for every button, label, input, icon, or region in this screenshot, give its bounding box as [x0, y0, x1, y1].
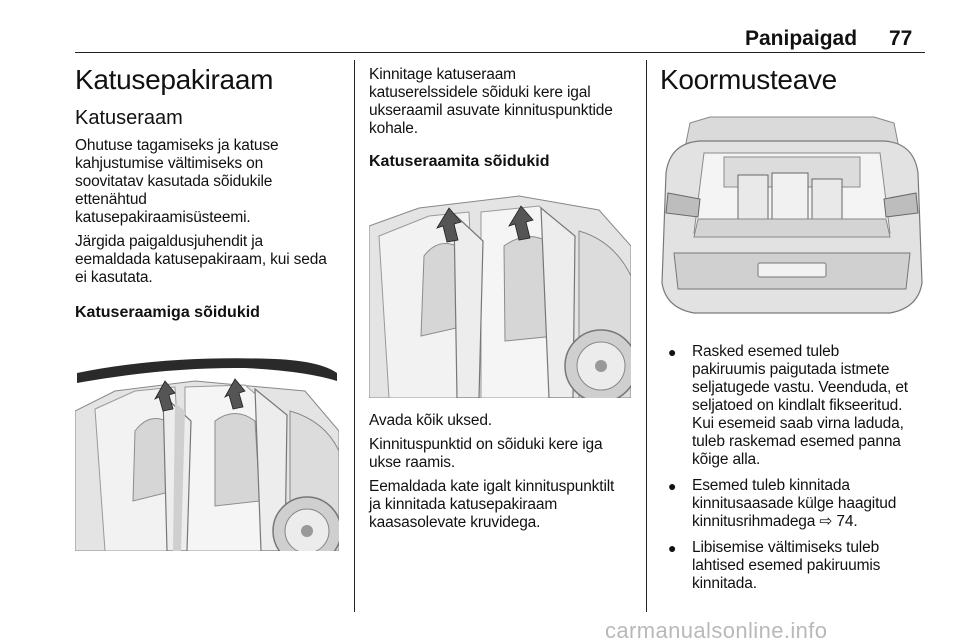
- subsection-title-roof-frame: Katuseraam: [75, 107, 183, 129]
- header-title: Panipaigad: [745, 27, 858, 50]
- page-number: 77: [889, 27, 913, 50]
- car-side-open-doors-illustration: [369, 186, 631, 398]
- column-3: [660, 63, 926, 601]
- list-item: ● Esemed tuleb kinnitada kinnitusaasade külge haagitud kinnitusrihmadega ⇨ 74.: [660, 477, 926, 531]
- section-title-load-info: Koormusteave: [660, 64, 837, 95]
- bullet-icon: ●: [668, 344, 677, 360]
- heading-without-roof-rails: Katuseraamita sõidukid: [369, 153, 550, 170]
- column-2: [369, 63, 631, 532]
- page-reference-link[interactable]: kinnitusrihmadega ⇨ 74.: [692, 513, 858, 530]
- bullet-icon: ●: [668, 540, 677, 556]
- paragraph-instructions: Järgida paigaldusjuhendit ja eemaldada katusepakiraam, kui seda ei kasutata.: [75, 233, 327, 286]
- bullet-icon: ●: [668, 478, 677, 494]
- watermark: carmanualsonline.info: [605, 618, 828, 643]
- column-divider-1: [354, 60, 355, 612]
- column-1: [75, 63, 345, 551]
- car-rear-cargo-illustration: [660, 113, 924, 327]
- column-divider-2: [646, 60, 647, 612]
- paragraph-safety: Ohutuse tagamiseks ja katuse kahjustumise vältimiseks on soovitatav kasutada sõidukile ettenähtud katusepakiraamisüsteemi.: [75, 137, 279, 226]
- heading-with-roof-rails: Katuseraamiga sõidukid: [75, 304, 260, 321]
- paragraph-remove-cover: Eemaldada kate igalt kinnituspunktilt ja kinnitada katusepakiraam kaasasolevate kruvidega.: [369, 478, 615, 531]
- list-item: ● Libisemise vältimiseks tuleb lahtised esemed pakiruumis kinnitada.: [668, 539, 881, 592]
- car-side-roof-rack-illustration: [75, 351, 339, 551]
- list-item: ● Rasked esemed tuleb pakiruumis paigutada istmete seljatugede vastu. Veenduda, et seljatoed on kindlalt fikseeritud. Kui esemeid saab virna laduda, tuleb raskemad esemed panna kõige alla.: [668, 343, 908, 468]
- paragraph-points-location: Kinnituspunktid on sõiduki kere iga ukse raamis.: [369, 436, 603, 471]
- paragraph-open-doors: Avada kõik uksed.: [369, 412, 492, 429]
- section-title-roof-rack: Katusepakiraam: [75, 64, 274, 95]
- paragraph-attach-rack: Kinnitage katuseraam katuserelssidele sõiduki kere igal ukseraamil asuvate kinnituspunktide kohale.: [369, 66, 613, 137]
- header-rule: [75, 52, 925, 53]
- load-info-list: [660, 343, 926, 593]
